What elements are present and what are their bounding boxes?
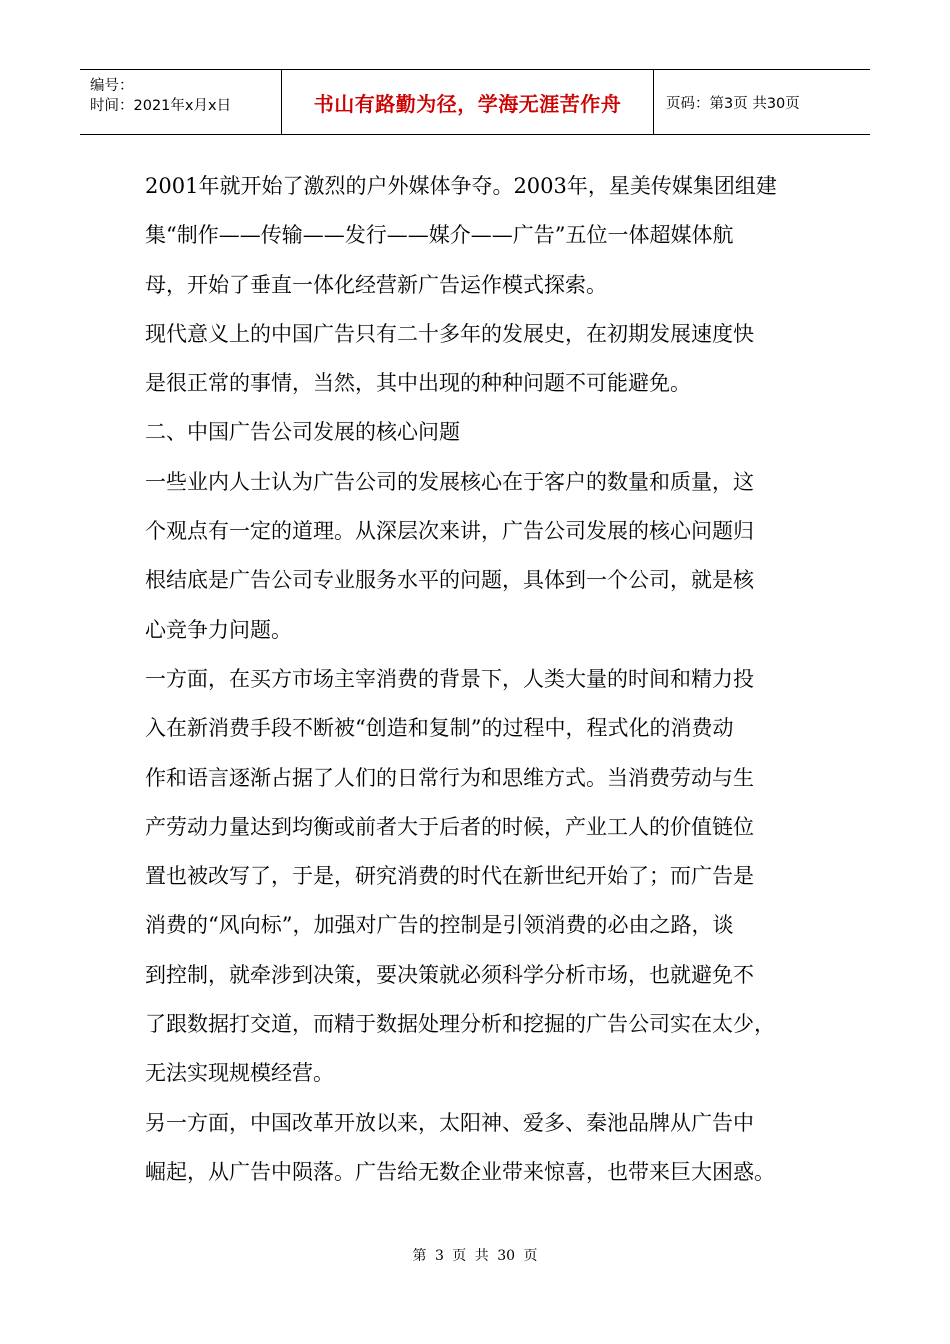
body-line: 现代意义上的中国广告只有二十多年的发展史，在初期发展速度快 (145, 321, 754, 346)
header-info-cell (80, 70, 282, 134)
body-line: 心竞争力问题。 (145, 617, 292, 642)
page-footer: 第 3 页 共 30 页 (412, 1248, 538, 1264)
body-line: 集“制作——传输——发行——媒介——广告”五位一体超媒体航 (145, 223, 734, 248)
body-line: 到控制，就牵涉到决策，要决策就必须科学分析市场，也就避免不 (145, 962, 754, 987)
body-line: 根结底是广告公司专业服务水平的问题，具体到一个公司，就是核 (145, 568, 754, 593)
body-line: 崛起，从广告中陨落。广告给无数企业带来惊喜，也带来巨大困惑。 (145, 1159, 775, 1184)
body-line: 一方面，在买方市场主宰消费的背景下，人类大量的时间和精力投 (145, 666, 754, 691)
header-page-cell (654, 70, 870, 134)
header-page-code: 页码：第3页 共30页 (666, 95, 800, 112)
body-line: 一些业内人士认为广告公司的发展核心在于客户的数量和质量，这 (145, 469, 754, 494)
body-line: 产劳动力量达到均衡或前者大于后者的时候，产业工人的价值链位 (145, 814, 754, 839)
body-line: 入在新消费手段不断被“创造和复制”的过程中，程式化的消费动 (145, 716, 734, 741)
body-line: 无法实现规模经营。 (145, 1061, 334, 1086)
body-line: 是很正常的事情，当然，其中出现的种种问题不可能避免。 (145, 371, 691, 396)
document-number-label: 编号： (90, 78, 134, 94)
section-heading: 二、中国广告公司发展的核心问题 (145, 420, 460, 445)
body-line: 了跟数据打交道，而精于数据处理分析和挖掘的广告公司实在太少， (145, 1012, 775, 1037)
document-body (145, 162, 825, 1197)
body-line: 消费的“风向标”，加强对广告的控制是引领消费的必由之路，谈 (145, 913, 734, 938)
body-line: 另一方面，中国改革开放以来，太阳神、爱多、秦池品牌从广告中 (145, 1110, 754, 1135)
header-motto-cell (282, 70, 654, 134)
body-line: 母，开始了垂直一体化经营新广告运作模式探索。 (145, 272, 607, 297)
header-motto: 书山有路勤为径，学海无涯苦作舟 (313, 91, 622, 116)
document-header (80, 69, 870, 135)
body-line: 作和语言逐渐占据了人们的日常行为和思维方式。当消费劳动与生 (145, 765, 754, 790)
body-line: 2001年就开始了激烈的户外媒体争夺。2003年，星美传媒集团组建 (145, 174, 777, 198)
body-line: 个观点有一定的道理。从深层次来讲，广告公司发展的核心问题归 (145, 519, 754, 544)
body-line: 置也被改写了，于是，研究消费的时代在新世纪开始了；而广告是 (145, 864, 754, 889)
document-date-label: 时间：2021年x月x日 (90, 98, 232, 114)
